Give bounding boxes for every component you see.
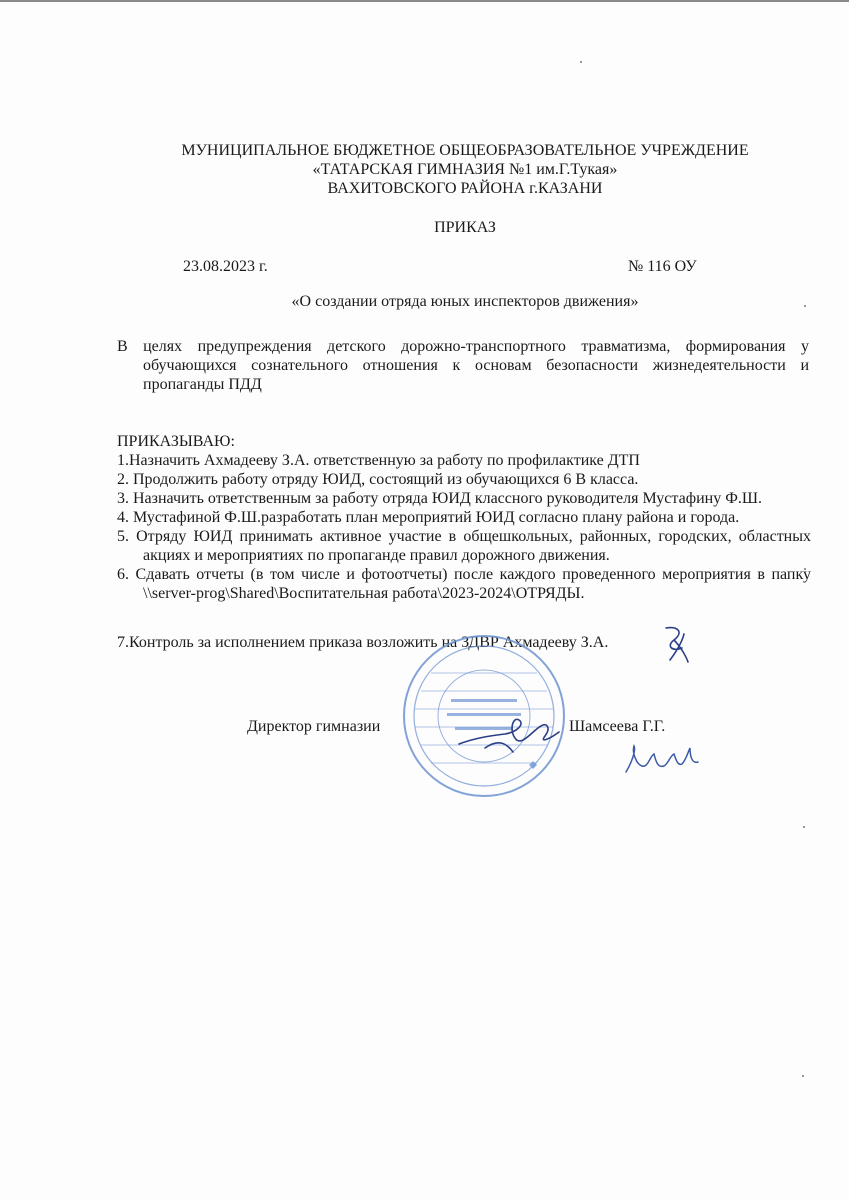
- signatory-name: Шамсеева Г.Г.: [569, 718, 666, 735]
- header-line-2: «ТАТАРСКАЯ ГИМНАЗИЯ №1 им.Г.Тукая»: [312, 161, 618, 178]
- director-signature: [455, 708, 565, 760]
- order-number: № 116 ОУ: [628, 258, 697, 275]
- order-item: 4. Мустафиной Ф.Ш.разработать план мероприятий ЮИД согласно плану района и города.: [117, 509, 740, 526]
- scan-edge-line: [0, 0, 849, 2]
- scan-speck: [802, 1075, 804, 1077]
- institution-header: [120, 141, 810, 198]
- order-word: ПРИКАЗЫВАЮ:: [117, 433, 235, 450]
- scan-speck: [580, 61, 582, 63]
- order-items-list: [117, 451, 811, 603]
- order-item: 5. Отряду ЮИД принимать активное участие в общешкольных, районных, городских, областных акциях и мероприятиях по пропаганде правил дорожного движения.: [117, 528, 811, 564]
- order-item: 3. Назначить ответственным за работу отряда ЮИД классного руководителя Мустафину Ф.Ш.: [117, 490, 762, 507]
- signatory-role: Директор гимназии: [247, 718, 381, 735]
- initials-mark: [660, 622, 696, 666]
- scan-speck: [803, 826, 805, 828]
- order-item: 2. Продолжить работу отряду ЮИД, состоящий из обучающихся 6 В класса.: [117, 471, 639, 488]
- order-item: 6. Сдавать отчеты (в том числе и фотоотчеты) после каждого проведенного мероприятия в папку \\server-prog\Shared\Воспитательная работа\2023-2024\ОТРЯДЫ.: [117, 566, 811, 602]
- header-line-3: ВАХИТОВСКОГО РАЙОНА г.КАЗАНИ: [327, 180, 603, 197]
- preamble-paragraph: В целях предупреждения детского дорожно-транспортного травматизма, формирования у обучающихся сознательного отношения к основам безопасности жизнедеятельности и пропаганды ПДД: [117, 338, 809, 393]
- order-subject: «О создании отряда юных инспекторов движения»: [291, 293, 639, 310]
- document-title: ПРИКАЗ: [434, 219, 496, 236]
- header-line-1: МУНИЦИПАЛЬНОЕ БЮДЖЕТНОЕ ОБЩЕОБРАЗОВАТЕЛЬНОЕ УЧРЕЖДЕНИЕ: [181, 142, 749, 159]
- control-clause: 7.Контроль за исполнением приказа возложить на ЗДВР Ахмадееву З.А.: [117, 634, 609, 651]
- order-date: 23.08.2023 г.: [183, 258, 268, 275]
- order-item: 1.Назначить Ахмадееву З.А. ответственную за работу по профилактике ДТП: [117, 452, 640, 469]
- acknowledgement-signature: [622, 738, 700, 778]
